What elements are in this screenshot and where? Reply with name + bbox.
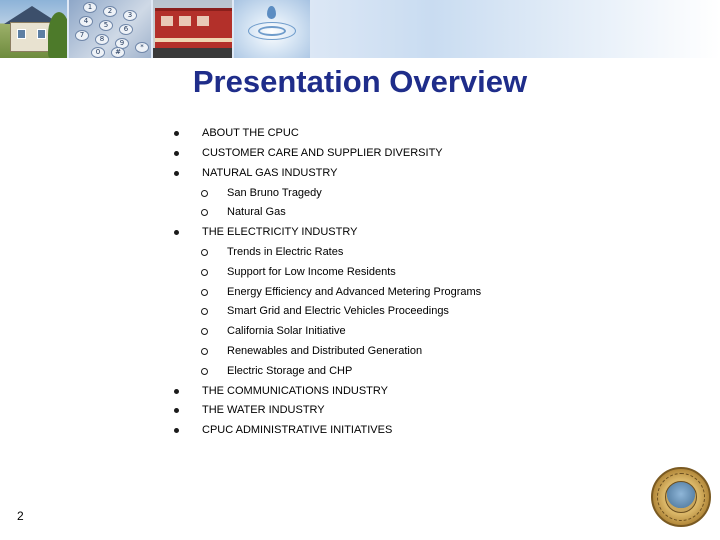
outline-subitem bbox=[0, 362, 720, 380]
outline-item bbox=[0, 421, 720, 439]
outline-item bbox=[0, 401, 720, 419]
outline-item-label: CPUC ADMINISTRATIVE INITIATIVES bbox=[202, 424, 393, 436]
outline-subitem-label: Electric Storage and CHP bbox=[227, 365, 353, 377]
phone-key: 7 bbox=[75, 30, 89, 41]
phone-key: 2 bbox=[103, 6, 117, 17]
outline-subitem bbox=[0, 322, 720, 340]
outline-item-label: THE ELECTRICITY INDUSTRY bbox=[202, 226, 358, 238]
phone-key: * bbox=[135, 42, 149, 53]
outline-item bbox=[0, 223, 720, 241]
outline-item-label: THE WATER INDUSTRY bbox=[202, 404, 325, 416]
bullet-dot-icon bbox=[174, 408, 179, 413]
phone-key: 3 bbox=[123, 10, 137, 21]
outline-item-label: ABOUT THE CPUC bbox=[202, 127, 299, 139]
outline-subitem bbox=[0, 203, 720, 221]
outline-subitem bbox=[0, 342, 720, 360]
phone-key: 6 bbox=[119, 24, 133, 35]
bullet-dot-icon bbox=[174, 171, 179, 176]
outline-subitem-label: California Solar Initiative bbox=[227, 325, 346, 337]
bullet-ring-icon bbox=[201, 348, 208, 355]
page-number: 2 bbox=[17, 509, 24, 523]
bullet-ring-icon bbox=[201, 368, 208, 375]
outline-subitem bbox=[0, 302, 720, 320]
outline-item-label: NATURAL GAS INDUSTRY bbox=[202, 167, 338, 179]
outline-item-label: CUSTOMER CARE AND SUPPLIER DIVERSITY bbox=[202, 147, 443, 159]
bullet-dot-icon bbox=[174, 230, 179, 235]
outline-subitem bbox=[0, 184, 720, 202]
outline-subitem-label: Energy Efficiency and Advanced Metering Programs bbox=[227, 286, 482, 298]
bullet-dot-icon bbox=[174, 131, 179, 136]
outline-subitem-label: Support for Low Income Residents bbox=[227, 266, 396, 278]
bullet-ring-icon bbox=[201, 328, 208, 335]
bullet-ring-icon bbox=[201, 308, 208, 315]
outline-subitem-label: Smart Grid and Electric Vehicles Proceedings bbox=[227, 305, 449, 317]
outline-item bbox=[0, 164, 720, 182]
bullet-ring-icon bbox=[201, 249, 208, 256]
outline-item bbox=[0, 124, 720, 142]
phone-key: 1 bbox=[83, 2, 97, 13]
outline-subitem bbox=[0, 243, 720, 261]
outline-subitem-label: Renewables and Distributed Generation bbox=[227, 345, 423, 357]
slide-title-text: Presentation Overview bbox=[192, 64, 528, 99]
bullet-ring-icon bbox=[201, 209, 208, 216]
outline-subitem-label: Natural Gas bbox=[227, 206, 286, 218]
california-seal-icon bbox=[651, 467, 711, 527]
outline-subitem-label: San Bruno Tragedy bbox=[227, 187, 322, 199]
phone-key: # bbox=[111, 47, 125, 58]
bullet-dot-icon bbox=[174, 151, 179, 156]
bullet-ring-icon bbox=[201, 289, 208, 296]
bullet-dot-icon bbox=[174, 428, 179, 433]
phone-key: 5 bbox=[99, 20, 113, 31]
outline-subitem-label: Trends in Electric Rates bbox=[227, 246, 344, 258]
outline-item-label: THE COMMUNICATIONS INDUSTRY bbox=[202, 385, 388, 397]
phone-key: 9 bbox=[115, 38, 129, 49]
phone-key: 4 bbox=[79, 16, 93, 27]
bullet-dot-icon bbox=[174, 389, 179, 394]
outline-item bbox=[0, 382, 720, 400]
bullet-ring-icon bbox=[201, 269, 208, 276]
outline-subitem bbox=[0, 283, 720, 301]
phone-key: 8 bbox=[95, 34, 109, 45]
phone-key: 0 bbox=[91, 47, 105, 58]
outline-item bbox=[0, 144, 720, 162]
seal-center bbox=[665, 481, 697, 513]
bullet-ring-icon bbox=[201, 190, 208, 197]
outline-subitem bbox=[0, 263, 720, 281]
